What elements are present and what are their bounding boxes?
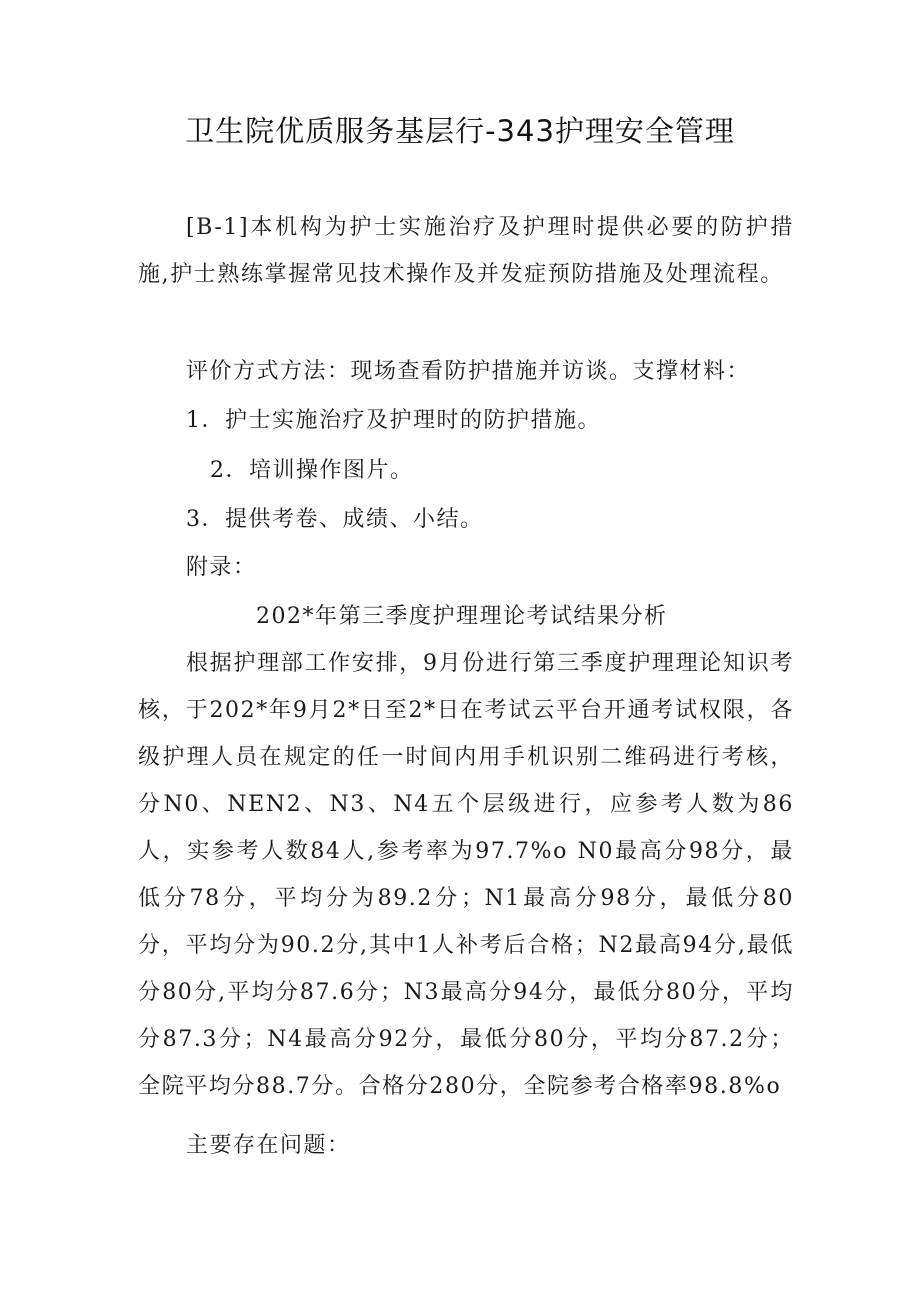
analysis-paragraph: 根据护理部工作安排，9月份进行第三季度护理理论知识考核，于202*年9月2*日至2*日在考试云平台开通考试权限，各级护理人员在规定的任一时间内用手机识别二维码进行考核，分N0、NEN2、N3、N4五个层级进行，应参考人数为86人，实参考人数84人,参考率为97.7%o N0最高分98分，最低分78分，平均分为89.2分；N1最高分98分，最低分80分，平均分为90.2分,其中1人补考后合格；N2最高94分,最低分80分,平均分87.6分；N3最高分94分，最低分80分，平均分87.3分；N4最高分92分，最低分80分，平均分87.2分；全院平均分88.7分。合格分280分，全院参考合格率98.8%o bbox=[138, 651, 794, 1099]
evaluation-method: 评价方式方法：现场查看防护措施并访谈。支撑材料： bbox=[186, 359, 751, 384]
list-item-2: 2．培训操作图片。 bbox=[210, 458, 414, 483]
appendix-subtitle: 202*年第三季度护理理论考试结果分析 bbox=[256, 604, 668, 629]
document-title: 卫生院优质服务基层行-343护理安全管理 bbox=[185, 114, 735, 148]
issues-label: 主要存在问题： bbox=[186, 1133, 351, 1158]
list-item-1: 1．护士实施治疗及护理时的防护措施。 bbox=[186, 408, 601, 433]
clause-paragraph: [B-1]本机构为护士实施治疗及护理时提供必要的防护措施,护士熟练掌握常见技术操作及并发症预防措施及处理流程。 bbox=[138, 215, 794, 287]
list-item-3: 3．提供考卷、成绩、小结。 bbox=[186, 507, 484, 532]
appendix-label: 附录： bbox=[186, 555, 257, 580]
